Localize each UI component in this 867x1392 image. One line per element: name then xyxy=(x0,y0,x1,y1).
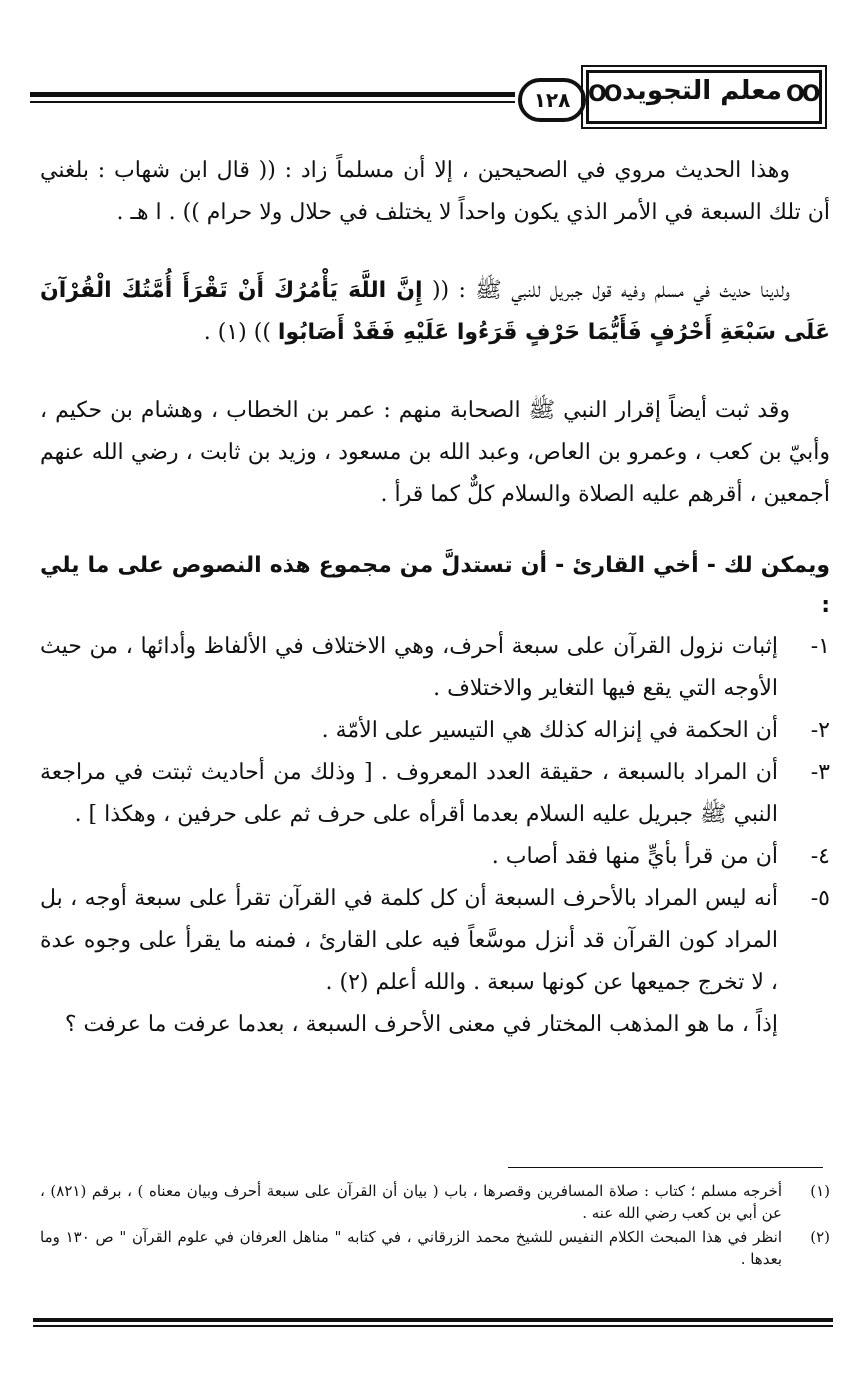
points-list xyxy=(40,626,830,1004)
hadith-quote: إِنَّ اللَّهَ يَأْمُرُكَ أَنْ تَقْرَأَ أُمَّتُكَ الْقُرْآنَ عَلَى سَبْعَةِ أَحْرُفٍ فَأَيُّمَا حَرْفٍ قَرَءُوا عَلَيْهِ فَقَدْ أَصَابُوا xyxy=(40,278,830,345)
footer-rule-thin xyxy=(33,1325,833,1327)
paragraph-3: وقد ثبت أيضاً إقرار النبي ﷺ الصحابة منهم : عمر بن الخطاب ، وهشام بن حكيم ، وأبيّ بن كعب ، وعمرو بن العاص، وعبد الله بن مسعود ، وزيد بن ثابت ، رضي الله عنهم أجمعين ، أقرهم عليه الصلاة والسلام كلٌّ كما قرأ . xyxy=(40,398,830,507)
book-title: معلم التجويد xyxy=(622,76,782,106)
header-rule-thick xyxy=(30,92,515,97)
list-item xyxy=(40,752,830,836)
list-item xyxy=(40,710,830,752)
list-text: أن الحكمة في إنزاله كذلك هي التيسير على الأمّة . xyxy=(321,718,778,743)
list-number: ٣- xyxy=(810,760,830,785)
footnote-number: (١) xyxy=(810,1182,830,1200)
list-item xyxy=(40,626,830,710)
list-text: أن من قرأ بأيٍّ منها فقد أصاب . xyxy=(491,844,778,869)
paragraph-1: وهذا الحديث مروي في الصحيحين ، إلا أن مسلماً زاد : (( قال ابن شهاب : بلغني أن تلك السبعة في الأمر الذي يكون واحداً لا يختلف في حلال ولا حرام )) . ا هـ . xyxy=(40,158,830,225)
list-item xyxy=(40,836,830,878)
footnotes xyxy=(40,1180,830,1272)
footnote-text: انظر في هذا المبحث الكلام النفيس للشيخ محمد الزرقاني ، في كتابه " مناهل العرفان في علوم القرآن " ص ١٣٠ وما بعدها . xyxy=(40,1228,782,1268)
list-text: إثبات نزول القرآن على سبعة أحرف، وهي الاختلاف في الألفاظ وأدائها ، من حيث الأوجه التي يقع فيها التغاير والاختلاف . xyxy=(40,634,778,701)
page-number: ١٢٨ xyxy=(533,88,571,112)
list-number: ٤- xyxy=(810,844,830,869)
page-header xyxy=(30,70,820,130)
footnote-separator xyxy=(508,1167,823,1168)
section-heading: ويمكن لك - أخي القارئ - أن تستدلَّ من مجموع هذه النصوص على ما يلي : xyxy=(40,553,830,618)
page-number-badge xyxy=(518,78,586,122)
closing-question: إذاً ، ما هو المذهب المختار في معنى الأحرف السبعة ، بعدما عرفت ما عرفت ؟ xyxy=(64,1012,778,1037)
list-item xyxy=(40,878,830,1004)
list-number: ١- xyxy=(810,634,830,659)
ornament-right: OO xyxy=(786,82,818,107)
hadith-intro: ولدينا حديث في مسلم وفيه قول جبريل للنبي ﷺ : (( xyxy=(431,278,791,303)
ornament-left: OO xyxy=(588,82,620,107)
hadith-close: )) (١) . xyxy=(203,320,271,345)
footnote xyxy=(40,1226,830,1270)
list-number: ٥- xyxy=(810,886,830,911)
footnote-number: (٢) xyxy=(810,1228,830,1246)
footer-rule-thick xyxy=(33,1318,833,1322)
list-text: أن المراد بالسبعة ، حقيقة العدد المعروف . [ وذلك من أحاديث ثبتت في مراجعة النبي ﷺ جبريل عليه السلام بعدما أقرأه على حرف ثم على حرفين ، وهكذا ] . xyxy=(40,760,778,827)
main-text xyxy=(40,150,830,1046)
list-number: ٢- xyxy=(810,718,830,743)
header-rule-thin xyxy=(30,101,515,103)
paragraph-2 xyxy=(40,270,830,354)
list-text: أنه ليس المراد بالأحرف السبعة أن كل كلمة في القرآن تقرأ على سبعة أوجه ، بل المراد كون القرآن قد أنزل موسَّعاً فيه على القارئ ، فمنه ما يقرأ على وجوه عدة ، لا تخرج جميعها عن كونها سبعة . والله أعلم (٢) . xyxy=(40,886,778,995)
footnote xyxy=(40,1180,830,1224)
footnote-text: أخرجه مسلم ؛ كتاب : صلاة المسافرين وقصرها ، باب ( بيان أن القرآن على سبعة أحرف وبيان معناه ) ، برقم (٨٢١) ، عن أبي بن كعب رضي الله عنه . xyxy=(40,1182,782,1222)
